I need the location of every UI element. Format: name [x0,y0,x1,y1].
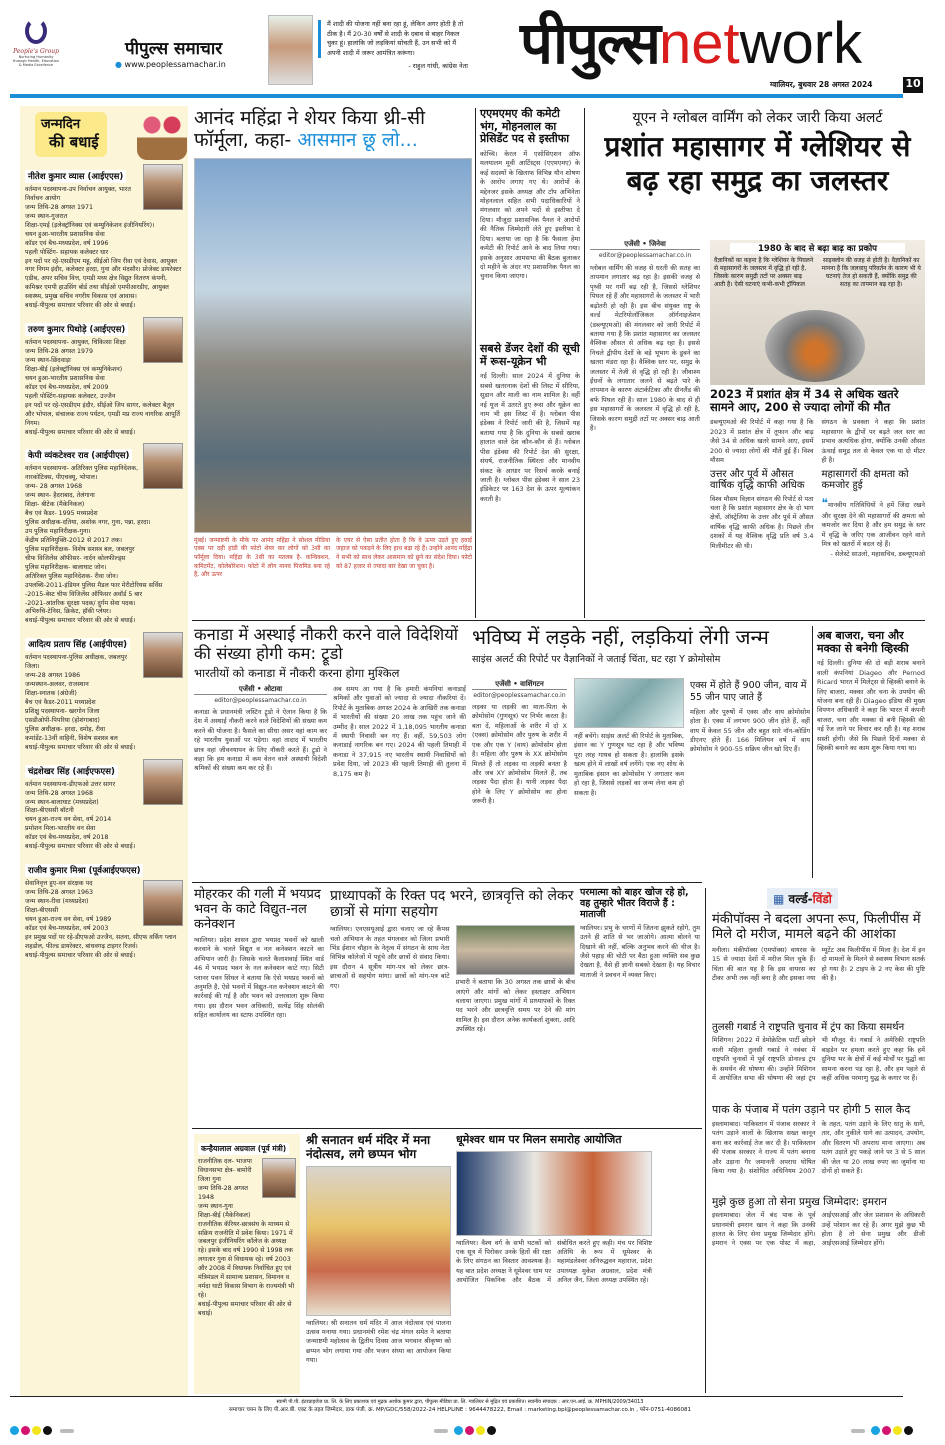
photo-caption: के एयर से ऐसा प्रतीत होता है कि वे ऊपर उड़ते हुए हवाई जहाज को पकड़ने के लिए हाथ बढ़ा रहे हैं। उन्होंने आनंद महिंद्रा ने सभी को साथ लेकर आसमान को छूने का संदेश दिया। फोटो को 87 हजार से ज्यादा बार देखा जा चुका है। [336,536,472,570]
page-number: 10 [903,77,923,93]
logo-mark-icon [25,18,47,44]
person-name: नीतेश कुमार व्यास (आईएएस) [25,170,126,183]
canada-story: कनाडा में अस्थाई नौकरी करने वाले विदेशियों की संख्या होगी कम: ट्रूडो भारतीयों को कनाडा में नौकरी करना होगा मुश्किल एजेंसी • ओटावा editor@peoplessamachar.co.in कनाडा के प्रधानमंत्री जस्टिन ट्रूडो ने ऐलान किया है कि देश में अस्थाई नौकरी करने वाले विदेशियों की संख्या कम करने की योजना है। फैसले का सीधा असर वहां काम कर रहे भारतीय युवाओं पर पड़ेगा। वहां तादाद में भारतीय छात्र वहां जीवनयापन के लिए नौकरी करते हैं। ट्रूडो ने कहा कि हम कनाडा में कम वेतन वाले अस्थायी विदेशी श्रमिकों की संख्या कम कर रहे हैं। अब समय आ गया है कि हमारी कंपनियां कनाडाई श्रमिकों और युवाओं को ज्यादा से ज्यादा नौकरियां दें। रिपोर्ट के मुताबिक अगस्त 2024 के आखिरी तक कनाडा में भारतीयों की संख्या 20 लाख तक पहुंच जाने की उम्मीद है। साल 2022 में 1,18,095 भारतीय कनाडा में स्थायी निवासी बन गए हैं। वहीं, 59,503 लोग कनाडाई नागरिक बन गए। 2024 की पहली तिमाही में कनाडा ने 37,915 नए भारतीय स्थायी निवासियों को प्रवेश दिया, जो 2023 की पहली तिमाही की तुलना में 8,175 कम है। [194,625,466,778]
portrait-photo [143,880,183,926]
portrait-photo [143,759,183,805]
headline: एएमएमए की कमेटी भंग, मोहनलाल का प्रेसिडेंट पद से इस्तीफा [480,107,570,146]
headline: आनंद महिंद्रा ने शेयर किया थ्री-सी फॉर्मूला, कहा- आसमान छू लो... [194,107,426,151]
rahul-gandhi-photo [268,15,313,85]
person-name: आदित्य प्रताप सिंह (आईपीएस) [25,638,130,651]
birthday-profile: राजीव कुमार मिश्रा (पूर्वआईएफएस) सेवानिवृत्त हुए-वन संरक्षक पद जन्म तिथि-28 अगस्त 1963 जन्म स्थान-रीवा (मध्यप्रदेश) शिक्षा-बीएससी चयन हुआ-राज्य वन सेवा, वर्ष 1989 कॉडर एवं बैच-मध्यप्रदेश, वर्ष 2003 इन प्रमुख पदों पर रहे-डीएफओ उज्जैन, सतना, सीएफ वर्किंग प्लान शहडोल, फील्ड डायरेक्टर, बांधवगढ़ टाइगर रिजर्व। बधाई-पीपुल्स समाचार परिवार की ओर से बधाई। [25,858,183,960]
peoples-group-logo: People's Group Nurturing Humanity through Health, Education & Media Excellence [12,18,60,67]
world-window: ▦ वर्ल्ड-विंडो मंकीपॉक्स ने बदला अपना रूप, फिलीपींस में मिले दो मरीज, मामले बढ़ने की आशंका मनीला। मंकीपॉक्स (एमपॉक्स) वायरस के 15 से ज्यादा देशों में मरीज मिल चुके हैं। चिंता की बात यह है कि इस वायरस का टीका अभी तक नहीं बना है और इसका नया म्यूटेंट अब फिलीपींस में मिला है। देश में इन दो मामलों के मिलने से स्वास्थ्य विभाग सतर्क हो गया है। 2 टाइप के 2 नए केस की पुष्टि की है। तुलसी गबार्ड ने राष्ट्रपति चुनाव में ट्रंप का किया समर्थन मिशिगन। 2022 में डेमोक्रेटिक पार्टी छोड़ने वाली महिला तुलसी गबार्ड ने नवंबर में राष्ट्रपति चुनावों में पूर्व राष्ट्रपति डोनाल्ड ट्रंप के समर्थन की घोषणा की। उन्होंने मिशिगन में आयोजित सभा की घोषणा की जहां ट्रंप भी मौजूद थे। गबार्ड ने अमेरिकी राष्ट्रपति बाइडेन पर हमला करते हुए कहा कि हमें दुनिया भर के क्षेत्रों में कई मोर्चों पर युद्धों का सामना करना पड़ रहा है, और हम पहले से कहीं अधिक परमाणु युद्ध के कगार पर हैं। पाक के पंजाब में पतंग उड़ाने पर होगी 5 साल कैद इस्लामाबाद। पाकिस्तान में पंजाब सरकार ने पतंग उड़ाने वालों के खिलाफ सख्त कानून बना कर कार्रवाई तेज कर दी है। पाकिस्तान की पंजाब सरकार ने राज्य में पतंग बनाना और उड़ाना गैर जमानती अपराध घोषित किया गया है। संशोधित अधिनियम 2007 के तहत, पतंग उड़ाने के लिए धातु के धागे, तार, और नुकीले धागे का उत्पादन, उपयोग, और वितरण भी अपराध माना जाएगा। अब पतंग उड़ाते हुए पकड़े जाने पर 3 से 5 साल की जेल या 20 लाख रुपए का जुर्माना या दोनों हो सकते हैं। मुझे कुछ हुआ तो सेना प्रमुख जिम्मेदार: इमरान इस्लामाबाद। जेल में बंद पाक के पूर्व प्रधानमंत्री इमरान खान ने कहा कि उनकी हालत के लिए सेना प्रमुख जिम्मेदार होंगे। इमरान ने एक्स पर एक पोस्ट में कहा, आईएसआई और जेल प्रशासन के अधिकारी उन्हें परेशान कर रहे हैं। अगर मुझे कुछ भी होता है तो सेना प्रमुख और डीजी आईएसआई जिम्मेदार होंगे। [705,888,925,1393]
felicitation-photo [456,1151,652,1236]
birthday-profile: केपी व्यंकटेश्वर राव (आईपीएस) वर्तमान पदस्थापना- अतिरिक्त पुलिस महानिदेशक, नारकोटिक्स, पीएचक्यू, भोपाल। जन्म- 28 अगस्त 1968 जन्म स्थान- हैदराबाद, तेलंगाना शिक्षा- बीटेक (मैकेनिकल) बैच एवं कैडर- 1995 मध्यप्रदेश पुलिस अधीक्षक-दतिया, अशोक नगर, गुना, पन्ना, हरदा। उप पुलिस महानिरीक्षक-गुना। केंद्रीय प्रतिनियुक्ति-2012 से 2017 तक। पुलिस महानिरीक्षक- विशेष सशस्त्र बल, जबलपुर चीफ विजिलेंस ऑफीसर- नार्दन कोलफील्ड्स पुलिस महानिरीक्षक- बालाघाट जोन। अतिरिक्त पुलिस महानिदेशक- रीवा जोन। उपलब्धि-2011-इंडियन पुलिस मैडल फार मेरीटोरियस सर्विस -2015-बेस्ट चीफ विजिलेंस ऑफिसर अवॉर्ड 5 बार -2021-आंतरिक सुरक्षा पदक/ दुर्गम सेवा पदक। अभिरुचि-टेनिस, क्रिकेट, हॉकी प्लेयर। बधाई-पीपुल्स समाचार परिवार की ओर से बधाई। [25,443,183,626]
birthday-column [20,106,188,1396]
headline: प्रशांत महासागर में ग्लेशियर से बढ़ रहा समुद्र का जलस्तर [604,130,911,197]
masthead [0,0,945,96]
whisky-story: अब बाजरा, चना और मक्का से बनेगी व्हिस्की नई दिल्ली। दुनिया की दो बड़ी शराब बनाने वाली कंपनियां Diageo और Pernod Ricard भारत में मिलेट्स से व्हिस्की बनाने के लिए बाजरा, मक्का और चना के उपयोग की योजना बना रही हैं। Diageo इंडिया की मुख्य विपणन अधिकारी ने कहा कि भारत में कंपनी बाजरा, चना और मक्का से बनी व्हिस्की की नई रेंज लाने पर विचार कर रही है। यह शराब सस्ती होगी। जैसे कि पिछले दिनों मक्का से व्हिस्की बनाने का काम शुरू किया गया था। [817,629,925,753]
brand-logo: पीपुल्सnetwork [520,9,863,77]
y-chromosome-story: भविष्य में लड़के नहीं, लड़कियां लेंगी जन्म साइंस अलर्ट की रिपोर्ट पर वैज्ञानिकों ने जताई चिंता, घट रहा Y क्रोमोसोम एजेंसी • वाशिंगटन editor@peoplessamachar.co.in लड़का या लड़की का माता-पिता के क्रोमोसोम (गुणसूत्र) पर निर्भर करता है। बता दें, महिलाओं के शरीर में दो X (एक्स) क्रोमोसोम और पुरुष के शरीर में एक और एक Y (वाय) क्रोमोसोम होता है। महिला और पुरुष के XX क्रोमोसोम मिलते हैं तो लड़का या लड़की बनता है और जब XY क्रोमोसोम मिलते हैं, तब लड़का पैदा होता है। यानी लड़का पैदा होने के लिए Y क्रोमोसोम का होना जरूरी है। नहीं बचेंगे। साइंस अलर्ट की रिपोर्ट के मुताबिक, इंसान का Y गुणसूत्र घट रहा है और भविष्य पूरा तरह गायब हो सकता है। हालांकि इसके खत्म होने में लाखों वर्ष लगेंगे। एक नए शोध के मुताबिक इंसान का क्रोमोसोम Y लगातार कम हो रहा है, जिससे लड़कों का जन्म लेना कम हो सकता है। एक्स में होते हैं 900 जीन, वाय में 55 जीन पाए जाते हैं महिला और पुरुषों में एक्स और वाय क्रोमोसोम होता है। एक्स में लगभग 900 जीन होते हैं, वहीं वाय में केवल 55 जीन और बहुत सारे नॉन-कोडिंग डीएनए होते हैं। 166 मिलियन वर्ष में वाय क्रोमोसोम ने 900-55 सक्रिय जीन खो दिए हैं। [472,625,810,806]
subheadline: भारतीयों को कनाडा में नौकरी करना होगा मुश्किल [194,665,400,680]
paper-name: पीपुल्स समाचार [125,39,223,59]
person-name: केपी व्यंकटेश्वर राव (आईपीएस) [25,449,132,462]
header-rule [10,94,903,98]
birthday-list [25,164,183,961]
birthday-profile: तरुण कुमार पिथोड़े (आईएएस) वर्तमान पदस्थापना- आयुक्त, चिकित्सा शिक्षा जन्म तिथि-28 अगस्त 1979 जन्म स्थान-छिंदवाड़ा शिक्षा-बीई (इलेक्ट्रॉनिक्स एवं कम्युनिकेशन) चयन हुआ-भारतीय प्रशासनिक सेवा कॉडर एवं बैच-मध्यप्रदेश, वर्ष 2009 पहली पोस्टिंग-सहायक कलेक्टर, उज्जैन इन पदों पर रहे-एसडीएम इंदौर, सीईओ जिप सागर, कलेक्टर बैतूल और भोपाल, संचालक राज्य पर्यटन, एमडी मप्र राज्य नागरिक आपूर्ति निगम। बधाई-पीपुल्स समाचार परिवार की ओर से बधाई। [25,317,183,437]
headline: प्राध्यापकों के रिक्त पद भरने, छात्रवृत्ति को लेकर छात्रों से मांगा सहयोग [330,888,574,921]
kicker: यूएन ने ग्लोबल वार्मिंग को लेकर जारी किया अलर्ट [632,110,883,126]
temple-photo [306,1166,451,1316]
quote-icon: ❝ [821,495,828,510]
mataji-story: परमात्मा को बाहर खोज रहे हो, वह तुम्हारे भीतर विराजे हैं : माताजी ग्वालियर। प्रभु के चरणों में जितना झुकते रहोगे, तुम उतने ही शांति से भर जाओगे। आत्मा बोलने या दिखाने की नहीं, बल्कि अनुभव करने की चीज है। जैसे पहाड़ की चोटी पर बैठा हुआ व्यक्ति सब कुछ देखता है, वैसे ही ज्ञानी सबको देखता है। यह विचार माताजी ने प्रवचन में व्यक्त किए। [580,887,700,979]
headline: तुलसी गबार्ड ने राष्ट्रपति चुनाव में ट्रंप का किया समर्थन [712,1021,905,1033]
portrait-photo [262,1158,296,1198]
headline: श्री सनातन धर्म मंदिर में मना नंदोत्सव, लगे छप्पन भोग [306,1133,431,1161]
headline: परमात्मा को बाहर खोज रहे हो, वह तुम्हारे भीतर विराजे हैं : माताजी [580,887,689,920]
photo-caption: मुंबई। जन्माष्टमी के मौके पर आनंद महिंद्रा ने सोशल मीडिया एक्स पर दही हांडी की फोटो शेयर कर लोगों को 3सी का फॉर्मूला दिया। महिंद्रा के 3सी का मतलब है- कन्विक्शन, कमिटमेंट, कोलेबोरेशन। फोटो में लोग मानव पिरामिड बना रहे हैं, और ऊपर [194,536,330,579]
person-name: चंद्रशेखर सिंह (आईएफएस) [25,765,118,778]
headline: अब बाजरा, चना और मक्का से बनेगी व्हिस्की [817,629,909,655]
headline: भविष्य में लड़के नहीं, लड़कियां लेंगी जन्म [472,625,769,649]
highlight-box: एक्स में होते हैं 900 जीन, वाय में 55 जीन पाए जाते हैं [690,680,807,704]
portrait-photo [143,443,183,489]
imprint: स्वामी पी.पी. इंटरप्राइजेज प्रा. लि. के लिए प्रकाशक एवं मुद्रक अशोक कुमार द्वारा, पीपुल्स मीडिया प्रा. लि. ग्वालियर से मुद्रित एवं प्रकाशित। स्थानीय संपादक : आर.एन.आई. क्र. MPHIN/2009/34013 समाचार चयन के लिए पी.आर.बी. एक्ट के तहत जिम्मेदार, डाक पंजी. क्र. MP/GDC/558/2022-24 HELPLINE : 9644478222, Email : marketing.bpl@peoplessamachar.co.in , फोन-0751-4086081 [229,1399,691,1413]
danger-countries-story: सबसे डेंजर देशों की सूची में रूस-यूक्रेन भी नई दिल्ली। साल 2024 में दुनिया के सबसे खतरनाक देशों की लिस्ट में सीरिया, सूडान और माली का नाम शामिल है। वहीं नई यूज में उतरते हुए रूस और यूक्रेन का नाम भी इस लिस्ट में है। ग्लोबल पीस इंडेक्स ने रिपोर्ट जारी की है, जिसमें यह बताया गया है कि दुनिया के सबसे खराब हालात वाले देश कौन-कौन से हैं। ग्लोबल पीस इंडेक्स की रिपोर्ट देश की सुरक्षा, संघर्ष, राजनीतिक स्थिरता और मानवीय संकट के आधार पर रिसर्च करके बनाई जाती है। ग्लोबल पीस इंडेक्स ने साल 23 इंडिकेटर पर 163 देश के ऊपर मूल्यांकन करती है। [480,342,580,503]
birthday-banner: जन्मदिन की बधाई [25,106,183,164]
person-name: तरुण कुमार पिथोड़े (आईएएस) [25,323,128,336]
world-window-tag: ▦ वर्ल्ड-विंडो [767,888,838,909]
flood-box: 1980 के बाद से बढ़ा बाढ़ का प्रकोप वैज्ञानिकों का कहना है कि ग्लेशियर के पिघलने से महासागरों के जलस्तर में वृद्धि हो रही है, जिसके कारण समुद्री तटों पर अक्सर बाढ़ आती है। ऐसी घटनाएं कभी-कभी ट्रॉपिकल साइक्लोन की वजह से होती है। वैज्ञानिकों का मानना है कि जलवायु परिवर्तन के कारण भी ये घटनाएं तेज हो सकती हैं, क्योंकि समुद्र की सतह का तापमान बढ़ रहा है। [710,240,925,385]
dahi-handi-photo [194,158,472,533]
headline: मोहरकर की गली में भयप्रद भवन के काटे विद्युत-नल कनेक्शन [194,887,321,932]
portrait-photo [143,164,183,210]
subheadline: 2023 में प्रशांत क्षेत्र में 34 से अधिक खतरे सामने आए, 200 से ज्यादा लोगों की मौत [710,387,899,415]
quote-box: मैं शादी की योजना नहीं बना रहा हूं, लेकिन अगर होती है तो ठीक है। मैं 20-30 वर्षों से शादी के दबाव से बाहर निकल चुका हूं। हालांकि जो लड़कियां सोचती हैं, उन सभी को मैं अपनी शादी में जरूर आमंत्रित करूंगा। - राहुल गांधी, कांग्रेस नेता [318,20,468,70]
kanhaiyalal-profile: कन्हैयालाल अग्रवाल (पूर्व मंत्री) राजनीतिक दल- भाजपा विधानसभा क्षेत्र- बामोरी जिला गुना जन्म तिथि-28 अगस्त 1948 जन्म स्थान-गुना शिक्षा-बीई (मैकेनिकल) राजनीतिक कॅरियर-छात्रसंघ के माध्यम से सक्रिय राजनीति में प्रवेश किया। 1971 में जबलपुर इंजीनियरिंग कॉलेज के अध्यक्ष रहे। इसके बाद वर्ष 1990 से 1998 तक लगातार गुना से विधायक रहे। वर्ष 2003 और 2008 में विधायक निर्वाचित हुए एवं मंत्रिमंडल में सामान्य प्रशासन, विमानन व नर्मदा घाटी विकास विभाग के राज्यमंत्री भी रहे। बधाई-पीपुल्स समाचार परिवार की ओर से बधाई। [194,1134,300,1394]
amma-story: एएमएमए की कमेटी भंग, मोहनलाल का प्रेसिडेंट पद से इस्तीफा कोच्चि। केरल में एसोसिएशन ऑफ मलयालम मूवी आर्टिस्ट्स (एएमएमए) के कई सदस्यों के खिलाफ विभिन्न यौन शोषण के आरोप लगाए गए थे। आरोपों के मद्देनजर इसके अध्यक्ष और टॉप अभिनेता मोहनलाल सहित सभी पदाधिकारियों ने मंगलवार को अपने पदों से इस्तीफा दे दिया। मौजूदा प्रशासनिक पैनल ने आरोपों की नैतिक जिम्मेदारी लेते हुए इस्तीफा दे दिया। बताया जा रहा है कि फैसला हेमा कमेटी की रिपोर्ट आने के बाद लिया गया। इसके अनुसार आमसभा की बैठक बुलाकर दो महीने के अंदर नए प्रशासनिक पैनल का चुनाव किया जाएगा। [480,107,580,281]
color-registration-marks [10,1420,915,1439]
portrait-photo [143,317,183,363]
person-name: राजीव कुमार मिश्रा (पूर्वआईएफएस) [25,864,143,877]
chromosome-photo [574,678,684,728]
nsui-story: प्राध्यापकों के रिक्त पद भरने, छात्रवृत्ति को लेकर छात्रों से मांगा सहयोग ग्वालियर। एनएसयूआई द्वारा चलाए जा रहे कैंपस चलो अभियान के तहत मंगलवार को जिला प्रभारी भिंड ईशान चौहान के नेतृत्व में संगठन के साथ नेता विभिन्न कॉलेजों में पहुंचे और छात्रों से संवाद किया। इस दौरान 4 सूत्रीय मांग-पत्र को लेकर छात्र-छात्राओं से सहयोग मांगा। छात्रों को मांग-पत्र बांटे गए। प्रभारी ने बताया कि 30 अगस्त तक छात्रों के बीच जाएंगे और मांगों को लेकर हस्ताक्षर अभियान चलाया जाएगा। प्रमुख मांगों में प्राध्यापकों के रिक्त पद भरने और छात्रवृत्ति समय पर देने की मांग शामिल है। इस दौरान अनेक कार्यकर्ता शुक्ला, आदि उपस्थित रहे। [330,888,575,1034]
window-icon: ▦ [773,892,785,906]
birthday-profile: नीतेश कुमार व्यास (आईएएस) वर्तमान पदस्थापना-उप निर्वाचन आयुक्त, भारत निर्वाचन आयोग जन्म तिथि-28 अगस्त 1971 जन्म स्थान-गुजरात शिक्षा-एमई (इलेक्ट्रॉनिक्स एवं कम्युनिकेशन इंजीनियरिंग)। चयन हुआ-भारतीय प्रशासनिक सेवा कॉडर एवं बैच-मध्यप्रदेश, वर्ष 1996 पहली पोस्टिंग- सहायक कलेक्टर धार इन पदों पर रहे-एसडीएम महू, सीईओ जिप रीवा एवं देवास, आयुक्त नगर निगम इंदौर, कलेक्टर हरदा, गुना और मंदसौर। प्रोजेक्ट डायरेक्टर एडीब, अपर सचिव वित्त, एमडी मध्य क्षेत्र विद्युत वितरण कंपनी, कमिश्नर एमपी हाउसिंग बोर्ड तथा सीईओ एमपीआरडीए, आयुक्त स्वास्थ्य, प्रमुख सचिव नगरीय विकास एवं आवास। बधाई-पीपुल्स समाचार परिवार की ओर से बधाई। [25,164,183,311]
earth-globe-icon [765,310,865,382]
dateline: ग्वालियर, बुधवार 28 अगस्त 2024 [770,80,873,89]
website-link[interactable]: ● www.peoplessamachar.in [115,60,226,69]
headline: कनाडा में अस्थाई नौकरी करने वाले विदेशियों की संख्या होगी कम: ट्रूडो [194,625,459,663]
mahindra-story [194,108,472,618]
flower-basket-icon [137,110,187,160]
birthday-profile: चंद्रशेखर सिंह (आईएफएस) वर्तमान पदस्थापना-डीएफओ उत्तर सागर जन्म तिथि-28 अगस्त 1968 जन्म स्थान-बालाघाट (मध्यप्रदेश) शिक्षा-बीएससी बॉटनी चयन हुआ-राज्य वन सेवा, वर्ष 2014 प्रमोशन मिला-भारतीय वन सेवा कॉडर एवं बैच-मध्यप्रदेश, वर्ष 2018 बधाई-पीपुल्स समाचार परिवार की ओर से बधाई। [25,759,183,853]
dhumeshwar-story: धूमेश्वर धाम पर मिलन समारोह आयोजित ग्वालियर। वैश्य वर्ग के सभी घटकों को एक सूत्र में पिरोकर उनके हितों की रक्षा के लिए संगठन का विस्तार आवश्यक है। यह बात प्रदेश अध्यक्ष ने धूमेश्वर धाम पर आयोजित पिकनिक और बैठक में संबोधित करते हुए कही। मंच पर विशिष्ट अतिथि के रूप में धूमेश्वर के महामंडलेश्वर अनिरुद्धवन महाराज, प्रदेश उपाध्यक्ष मुकेश अग्रवाल, प्रदेश मंत्री अनिल जैन, जिला अध्यक्ष उपस्थित रहे। [456,1133,652,1285]
headline: पाक के पंजाब में पतंग उड़ाने पर होगी 5 साल कैद [712,1103,911,1117]
headline: सबसे डेंजर देशों की सूची में रूस-यूक्रेन भी [480,342,580,368]
subheadline: साइंस अलर्ट की रिपोर्ट पर वैज्ञानिकों ने जताई चिंता, घट रहा Y क्रोमोसोम [472,654,721,665]
mohrkar-story: मोहरकर की गली में भयप्रद भवन के काटे विद्युत-नल कनेक्शन ग्वालियर। प्रदेश शासन द्वारा भयप्रद भवनों को खाली करवाने के चलते विद्युत व नल कनेक्शन काटने का अभियान जारी है। जिसके चलते कैलाशवाई स्थित वार्ड 46 में भयप्रद भवन के नल कनेक्शन काटे गए। सिटी प्लानर पवन सिंघल ने बताया कि ऐसे भयप्रद भवनों को अनुमति है, ऐसे भवनों में विद्युत-नल कनेक्शन काटने की कार्रवाई की गई है और भवन को उत्तरवाला शुरू किया गया। इस दौरान भवन अधिकारी, सत्येंद्र सिंह सोलंकी सहित कार्यालय का स्टाफ उपस्थित रहा। [194,887,324,1020]
headline: मुझे कुछ हुआ तो सेना प्रमुख जिम्मेदार: इमरान [712,1196,887,1209]
headline: मंकीपॉक्स ने बदला अपना रूप, फिलीपींस में मिले दो मरीज, मामले बढ़ने की आशंका [712,912,921,942]
glacier-story: यूएन ने ग्लोबल वार्मिंग को लेकर जारी किया अलर्ट प्रशांत महासागर में ग्लेशियर से बढ़ रहा समुद्र का जलस्तर एजेंसी • जिनेवा editor@peoplessamachar.co.in ग्लोबल वार्मिंग की वजह से धरती की सतह का तापमान लगातार बढ़ रहा है। इसकी वजह से पृथ्वी पर गर्मी बढ़ रही है, जिससे ग्लेशियर पिघल रहे हैं और महासागरों के जलस्तर में भारी बढ़ोतरी हो रही है। इस बीच संयुक्त राष्ट्र के वर्ल्ड मेटरियोलॉजिकल ऑर्गनाइजेशन (डब्ल्यूएमओ) की मंगलवार को जारी रिपोर्ट में बताया गया है कि प्रशांत महासागर का जलस्तर वैश्विक औसत से अधिक बढ़ रहा है। इससे निचले द्वीपीय देशों के बड़े भूभाग के डूबने का खतरा मंडरा रहा है। वैश्विक स्तर पर, समुद्र के जलस्तर में तेजी से वृद्धि हो रही है। जीवाश्म ईंधनों के लगातार जलने से बढ़ते पारे के तापमान के कारण अंटार्कटिका और ग्रीनलैंड की बर्फ पिघल रही है। साल 1980 के बाद से ही इस महासागरों के जलस्तर में वृद्धि हो रही है, जिसके कारण समुद्री तटों पर अक्सर बाढ़ आती है। 1980 के बाद से बढ़ा बाढ़ का प्रकोप वैज्ञानिकों का कहना है कि ग्लेशियर के पिघलने से महासागरों के जलस्तर में वृद्धि हो रही है, जिसके कारण समुद्री तटों पर अक्सर बाढ़ आती है। ऐसी घटनाएं कभी-कभी ट्रॉपिकल साइक्लोन की वजह से होती है। वैज्ञानिकों का मानना है कि जलवायु परिवर्तन के कारण भी ये घटनाएं तेज हो सकती हैं, क्योंकि समुद्र की सतह का तापमान बढ़ रहा है। 2023 में प्रशांत क्षेत्र में 34 से अधिक खतरे सामने आए, 200 से ज्यादा लोगों की मौत डब्ल्यूएमओ की रिपोर्ट में कहा गया है कि 2023 में प्रशांत क्षेत्र में तूफान और बाढ़ जैसे 34 से अधिक खतरे सामने आए, इसमें 200 से ज्यादा लोगों की मौतें हुई हैं। विश्व मौसम उत्तर और पूर्व में औसत वार्षिक वृद्धि काफी अधिक विश्व मौसम विज्ञान संगठन की रिपोर्ट से पता चला है कि प्रशांत महासागर क्षेत्र के दो भाग क्षेत्रों, ऑस्ट्रेलिया के उत्तर और पूर्व में औसत वार्षिक वृद्धि काफी अधिक है। पिछले तीन दशकों में यह वैश्विक वृद्धि प्रति वर्ष 3.4 मिलीमीटर की थी। संगठन के प्रवक्ता ने कहा कि प्रशांत महासागर के द्वीपों पर बढ़ते जल स्तर का प्रभाव अत्यधिक होगा, क्योंकि उनकी औसत ऊंचाई समुद्र तल से केवल एक या दो मीटर ही है। महासागरों की क्षमता को कमजोर हुई ❝मानवीय गतिविधियों ने हमें जिंदा रखने और सुरक्षा देने की महासागरों की क्षमता को कमजोर कर दिया है और हम समुद्र के स्तर में वृद्धि के जरिए एक आजीवन रहने वाले मित्र को खतरों में बदल रहे हैं। - सेलेस्टे साउलो, महासचिव, डब्ल्यूएमओ [590,110,925,558]
birthday-profile: आदित्य प्रताप सिंह (आईपीएस) वर्तमान पदस्थापना-पुलिस अधीक्षक, जबलपुर जिला। जन्म-28 अगस्त 1986 जन्मस्थान-अलवर, राजस्थान शिक्षा-स्नातक (अंग्रेजी) बैच एवं कैडर-2011 मध्यप्रदेश प्रशिक्षु पदस्थापना- खरगोन जिला एसडीओपी-पिपरिया (होशंगाबाद) पुलिस अधीक्षक- हरदा, दमोह, रीवा कमांडेंट-13वीं वाहिनी, विशेष सशस्त्र बल बधाई-पीपुल्स समाचार परिवार की ओर से बधाई। [25,632,183,752]
sanatan-story: श्री सनातन धर्म मंदिर में मना नंदोत्सव, लगे छप्पन भोग ग्वालियर। श्री सनातन धर्म मंदिर में आज नंदोत्सव एवं पालना उत्सव मनाया गया। प्रधानमंत्री रमेश चंद्र मंगल समेत ने बताया जन्माष्टमी महोत्सव के द्वितीय दिवस आज भगवान श्रीकृष्ण को छप्पन भोग लगाया गया और भजन संध्या का आयोजन किया गया। [306,1133,451,1365]
headline: धूमेश्वर धाम पर मिलन समारोह आयोजित [456,1133,622,1146]
students-photo [456,925,576,975]
portrait-photo [143,632,183,678]
